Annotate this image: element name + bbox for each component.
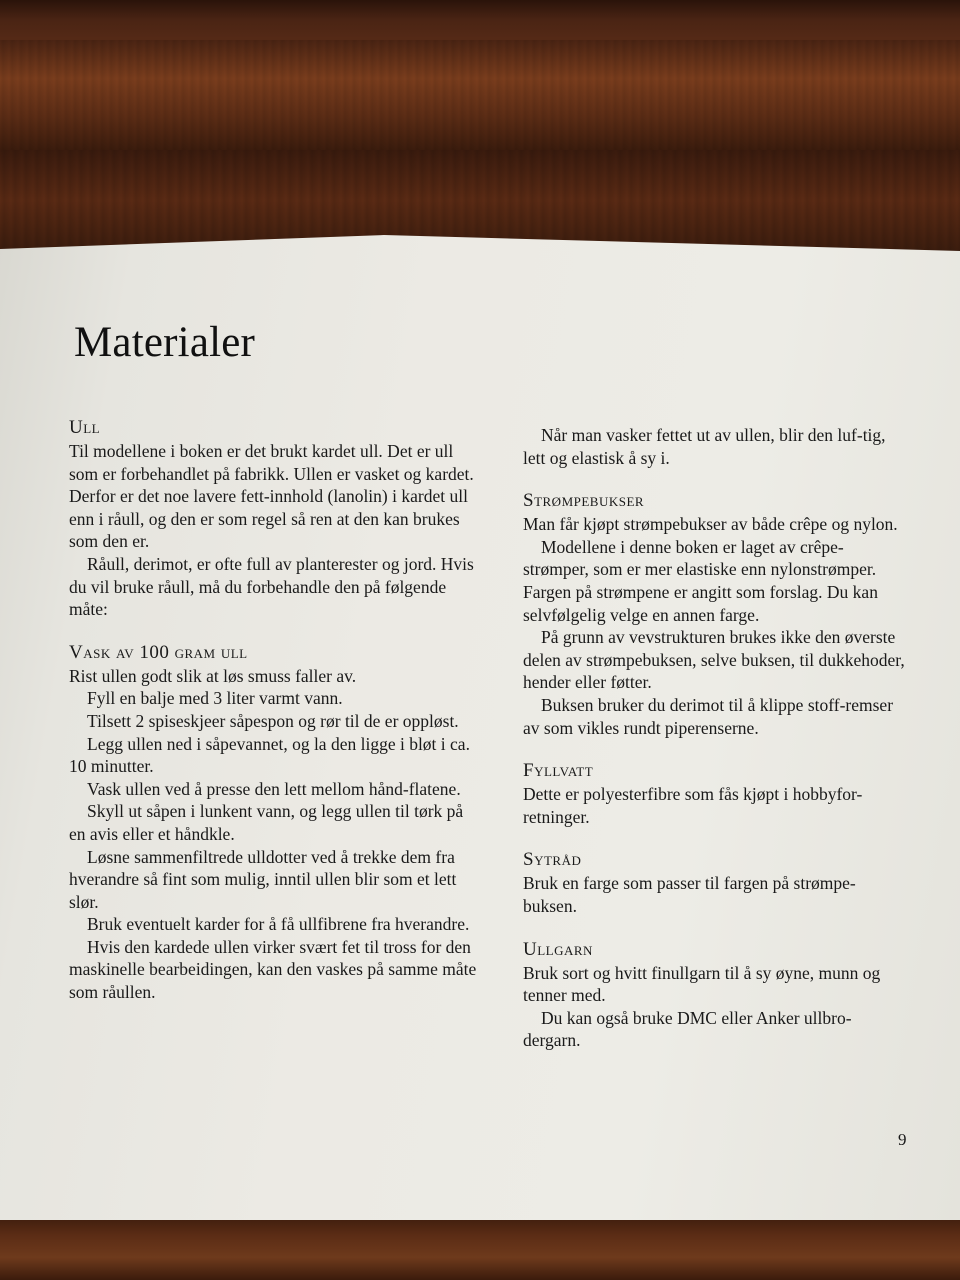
section-spacer [69, 621, 479, 641]
section-spacer [523, 739, 907, 759]
body-paragraph: Buksen bruker du derimot til å klippe stoff-remser av som vikles rundt piperenserne. [523, 694, 894, 738]
body-paragraph: Vask ullen ved å presse den lett mellom hånd-flatene. [87, 778, 461, 799]
body-paragraph: Bruk en farge som passer til fargen på strømpe-buksen. [523, 873, 856, 916]
wooden-shelf-background [0, 0, 960, 250]
page-title: Materialer [74, 319, 256, 366]
body-paragraph: Bruk eventuelt karder for å få ullfibrene fra hverandre. [87, 914, 470, 935]
body-paragraph: Tilsett 2 spiseskjeer såpespon og rør til de er oppløst. [87, 710, 459, 731]
section-spacer [523, 828, 907, 848]
body-paragraph: Fyll en balje med 3 liter varmt vann. [87, 688, 343, 709]
page-number: 9 [898, 1130, 907, 1149]
body-paragraph: Til modellene i boken er det brukt kardet ull. Det er ull som er forbehandlet på fabrikk. Ullen er vasket og kardet. Derfor er det noe lavere fett-innhold (lanolin) i kardet ull enn i råull, og den er som regel så ren at den kan brukes som den er. [69, 441, 474, 552]
body-paragraph: Råull, derimot, er ofte full av planterester og jord. Hvis du vil bruke råull, må du forbehandle den på følgende måte: [69, 553, 474, 620]
body-paragraph: På grunn av vevstrukturen brukes ikke den øverste delen av strømpebuksen, selve buksen, til dukkehoder, hender eller føtter. [523, 627, 905, 693]
body-paragraph: Løsne sammenfiltrede ulldotter ved å trekke dem fra hverandre så fint som mulig, inntil ullen blir som et lett slør. [69, 846, 457, 912]
body-paragraph: Hvis den kardede ullen virker svært fet til tross for den maskinelle bearbeidingen, kan den vaskes på samme måte som råullen. [69, 936, 477, 1003]
wood-rail-upper [0, 40, 960, 150]
section-spacer [523, 469, 907, 489]
body-paragraph: Legg ullen ned i såpevannet, og la den ligge i bløt i ca. 10 minutter. [69, 733, 470, 777]
body-paragraph: Skyll ut såpen i lunkent vann, og legg ullen til tørk på en avis eller et håndkle. [69, 801, 464, 844]
body-paragraph: Rist ullen godt slik at løs smuss faller av. [69, 665, 357, 686]
section-heading: Strømpebukser [523, 490, 645, 512]
section-spacer [523, 918, 907, 938]
body-paragraph: Bruk sort og hvitt finullgarn til å sy øyne, munn og tenner med. [523, 962, 881, 1006]
right-column [523, 424, 907, 1052]
section-heading: Ull [69, 417, 101, 438]
body-paragraph: Når man vasker fettet ut av ullen, blir den luf-tig, lett og elastisk å sy i. [523, 425, 886, 468]
section-heading: Ullgarn [523, 938, 593, 960]
left-column [69, 416, 479, 1004]
body-paragraph: Dette er polyesterfibre som fås kjøpt i hobbyfor-retninger. [523, 784, 863, 827]
section-heading: Sytråd [523, 849, 582, 871]
body-paragraph: Modellene i denne boken er laget av crêpe-strømper, som er mer elastiske enn nylonstrømper. Fargen på strømpene er angitt som forslag. Du kan selvfølgelig velge en annen farge. [523, 536, 878, 625]
body-paragraph: Man får kjøpt strømpebukser av både crêpe og nylon. [523, 514, 898, 535]
section-heading: Fyllvatt [523, 760, 594, 782]
section-heading: Vask av 100 gram ull [69, 641, 248, 663]
wood-rail-lower [0, 150, 960, 250]
body-paragraph: Du kan også bruke DMC eller Anker ullbro-dergarn. [523, 1007, 852, 1051]
